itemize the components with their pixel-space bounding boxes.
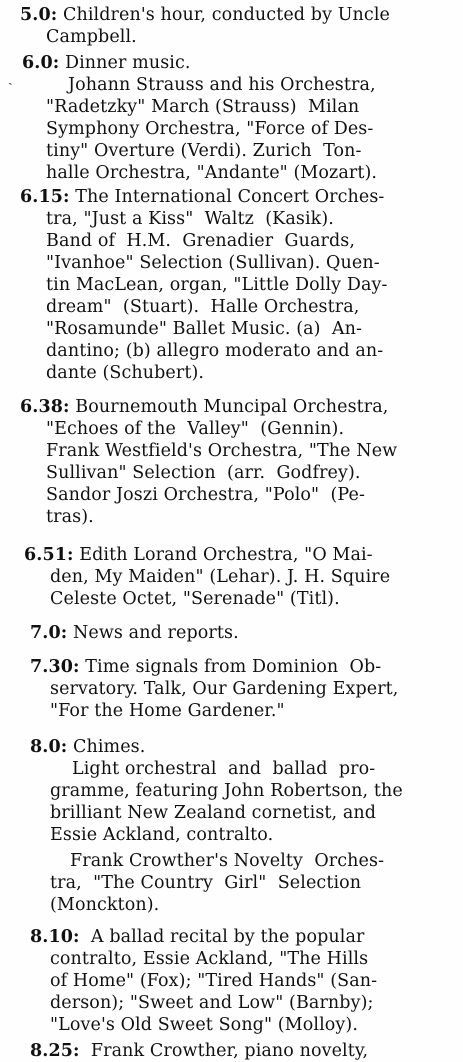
ink-mark: ˏ <box>8 70 13 86</box>
entry-line: contralto, Essie Ackland, "The Hills <box>50 949 369 969</box>
entry-line: servatory. Talk, Our Gardening Expert, <box>50 679 399 699</box>
entry-line: halle Orchestra, "Andante" (Mozart). <box>46 163 378 183</box>
entry-line: "For the Home Gardener." <box>50 701 285 721</box>
entry-line: tin MacLean, organ, "Little Dolly Day- <box>46 275 388 295</box>
entry-line: Sullivan" Selection (arr. Godfrey). <box>46 463 361 483</box>
entry-line: brilliant New Zealand cornetist, and <box>50 803 377 823</box>
entry-line: tra, "Just a Kiss" Waltz (Kasik). <box>46 209 334 229</box>
entry-line: Bournemouth Muncipal Orchestra, <box>69 397 389 417</box>
entry-line: "Love's Old Sweet Song" (Molloy). <box>50 1015 358 1035</box>
entry-line: Frank Crowther, piano novelty, <box>79 1041 369 1061</box>
entry-line: gramme, featuring John Robertson, the <box>50 781 403 801</box>
entry-time: 6.38: <box>20 397 70 417</box>
entry-line: Dinner music. <box>59 53 191 73</box>
entry-time: 7.30: <box>30 657 80 677</box>
entry-line: A ballad recital by the popular <box>79 927 365 947</box>
entry-line: tiny" Overture (Verdi). Zurich Ton- <box>46 141 362 161</box>
entry-time: 8.0: <box>30 737 68 757</box>
entry-line: dante (Schubert). <box>46 363 205 383</box>
entry-line: Light orchestral and ballad pro- <box>72 759 376 779</box>
entry-line: "Ivanhoe" Selection (Sullivan). Quen- <box>46 253 380 273</box>
entry-line: Chimes. <box>67 737 146 757</box>
entry-line: "Radetzky" March (Strauss) Milan <box>46 97 360 117</box>
entry-line: "Echoes of the Valley" (Gennin). <box>46 419 345 439</box>
entry-line: Campbell. <box>46 27 137 47</box>
entry-line: Celeste Octet, "Serenade" (Titl). <box>50 589 340 609</box>
entry-line: tra, "The Country Girl" Selection <box>50 873 362 893</box>
entry-line: Band of H.M. Grenadier Guards, <box>46 231 356 251</box>
entry-line: News and reports. <box>67 623 239 643</box>
entry-line: Essie Ackland, contralto. <box>50 825 274 845</box>
entry-time: 6.15: <box>20 187 70 207</box>
entry-line: den, My Maiden" (Lehar). J. H. Squire <box>50 567 391 587</box>
entry-time: 5.0: <box>20 5 58 25</box>
entry-line: (Monckton). <box>50 895 160 915</box>
entry-line: dantino; (b) allegro moderato and an- <box>46 341 384 361</box>
entry-line: Frank Westfield's Orchestra, "The New <box>46 441 398 461</box>
entry-time: 8.10: <box>30 927 80 947</box>
entry-line: Johann Strauss and his Orchestra, <box>68 75 376 95</box>
entry-line: Sandor Joszi Orchestra, "Polo" (Pe- <box>46 485 365 505</box>
entry-line: Time signals from Dominion Ob- <box>79 657 382 677</box>
entry-time: 6.0: <box>22 53 60 73</box>
entry-line: Symphony Orchestra, "Force of Des- <box>46 119 374 139</box>
entry-time: 6.51: <box>24 545 74 565</box>
entry-line: Edith Lorand Orchestra, "O Mai- <box>73 545 373 565</box>
entry-line: dream" (Stuart). Halle Orchestra, <box>46 297 360 317</box>
entry-line: The International Concert Orches- <box>69 187 385 207</box>
entry-line: tras). <box>46 507 94 527</box>
entry-time: 7.0: <box>30 623 68 643</box>
entry-line: derson); "Sweet and Low" (Barnby); <box>50 993 374 1013</box>
entry-line: Frank Crowther's Novelty Orches- <box>70 851 385 871</box>
entry-time: 8.25: <box>30 1041 80 1061</box>
entry-line: Children's hour, conducted by Uncle <box>57 5 390 25</box>
entry-line: of Home" (Fox); "Tired Hands" (San- <box>50 971 378 991</box>
entry-line: "Rosamunde" Ballet Music. (a) An- <box>46 319 363 339</box>
